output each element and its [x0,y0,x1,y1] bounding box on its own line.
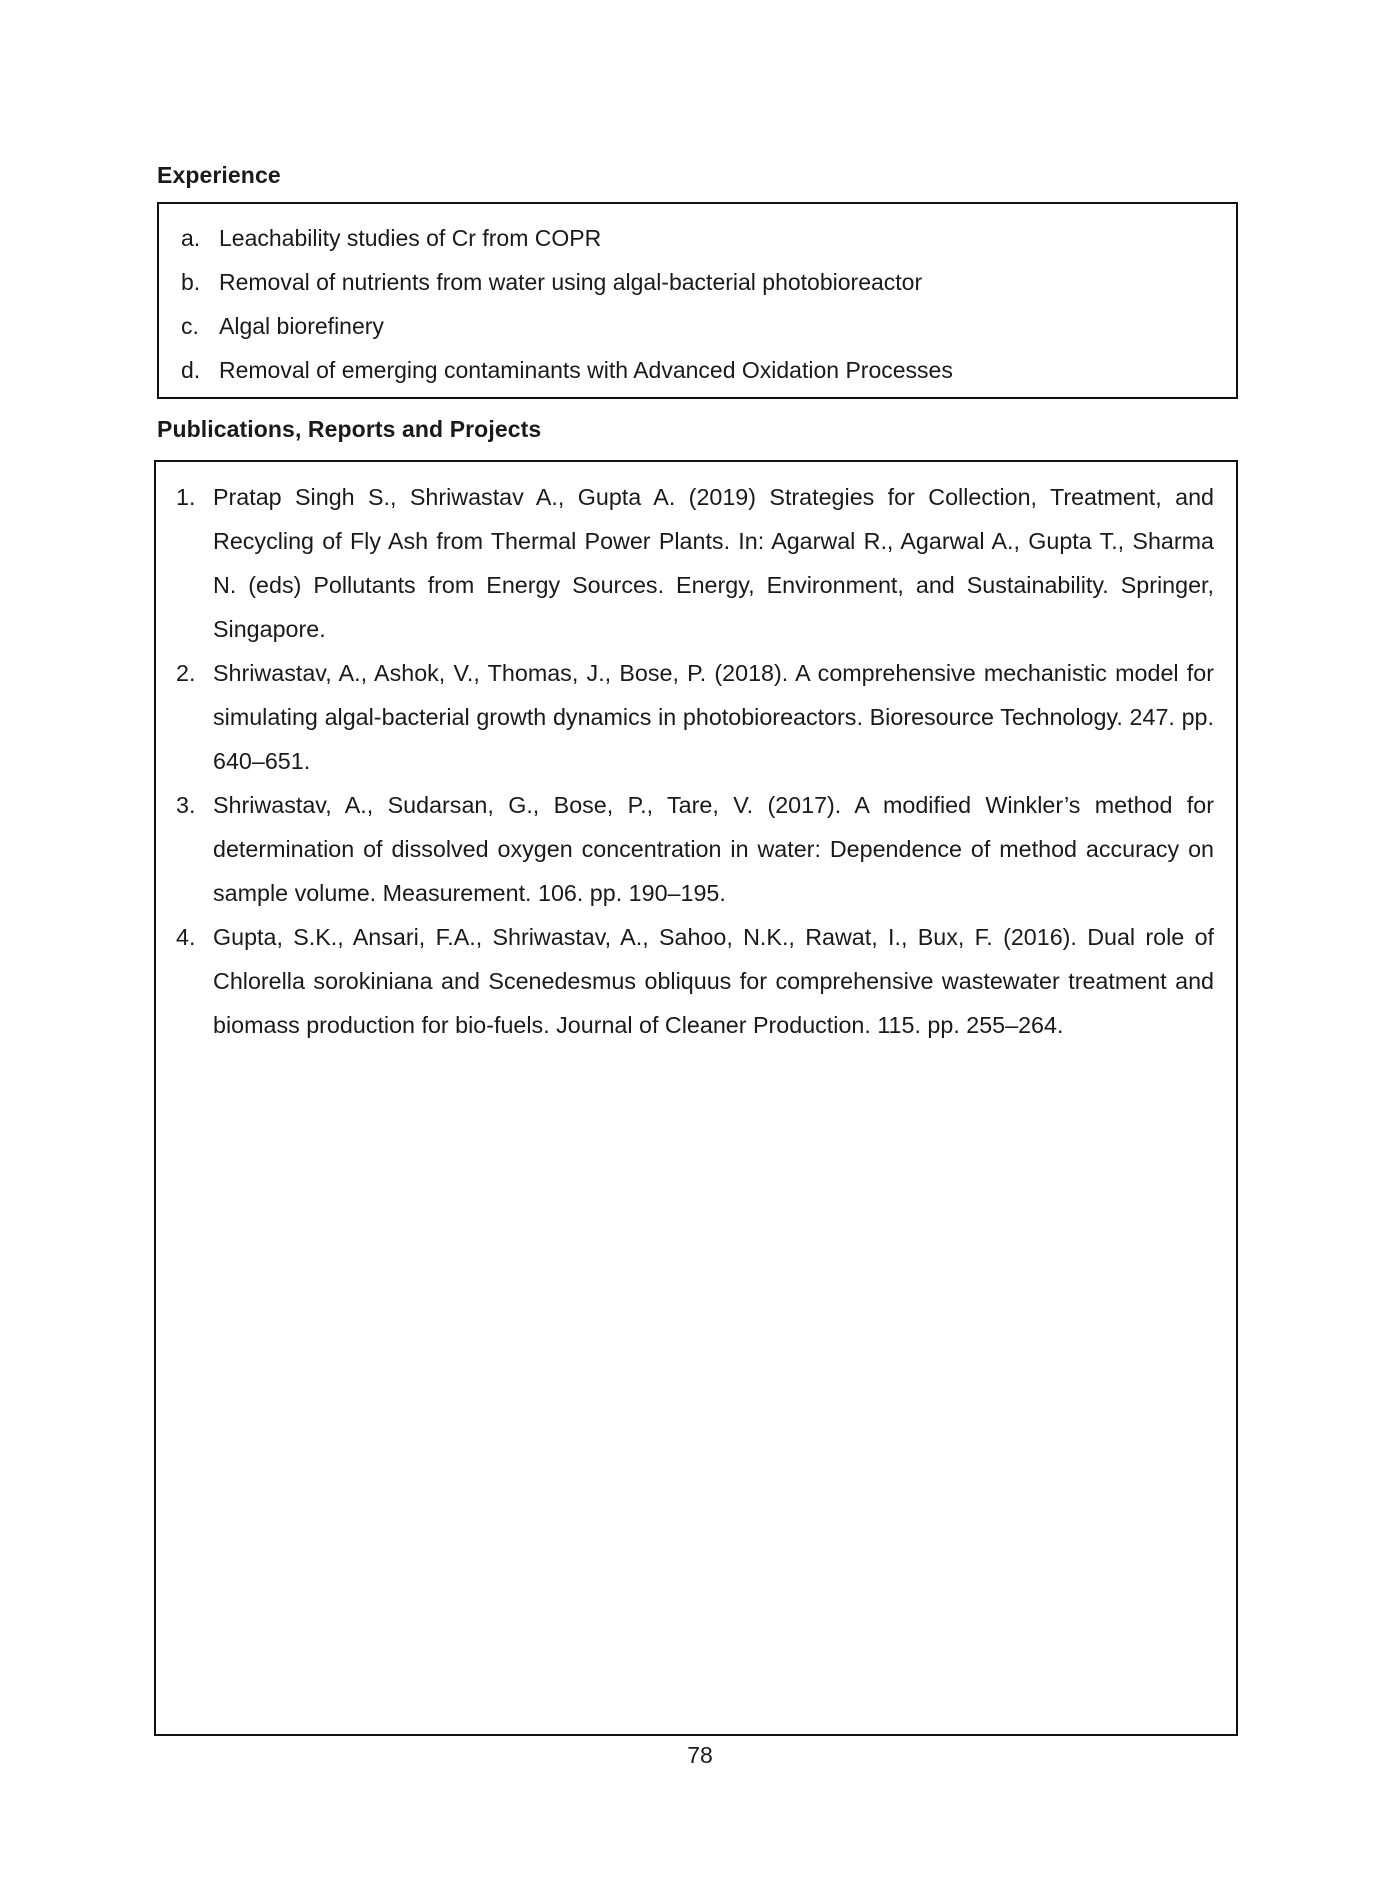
publication-item-text: Shriwastav, A., Sudarsan, G., Bose, P., Tare, V. (2017). A modified Winkler’s method for determination of dissolved oxygen concentration in water: Dependence of method accuracy on sample volume. Measurement. 106. pp. 190–195. [213,792,1214,906]
publication-item-number: 4. [176,924,196,950]
experience-item [181,216,1216,260]
publication-item-text: Gupta, S.K., Ansari, F.A., Shriwastav, A., Sahoo, N.K., Rawat, I., Bux, F. (2016). Dual role of Chlorella sorokiniana and Scenedesmus obliquus for comprehensive wastewater treatment and biomass production for bio-fuels. Journal of Cleaner Production. 115. pp. 255–264. [213,924,1214,1038]
experience-item-text: Removal of nutrients from water using algal-bacterial photobioreactor [219,269,923,295]
experience-item [181,260,1216,304]
experience-item-marker: c. [181,313,199,339]
experience-item [181,348,1216,392]
experience-item-text: Removal of emerging contaminants with Advanced Oxidation Processes [219,357,953,383]
publications-box [154,460,1238,1736]
experience-item-marker: d. [181,357,201,383]
publications-heading: Publications, Reports and Projects [157,416,542,442]
publication-item [176,915,1214,1047]
experience-box [157,202,1238,399]
experience-heading: Experience [157,162,281,188]
experience-item-text: Algal biorefinery [219,313,384,339]
publication-item [176,651,1214,783]
publications-list [176,475,1214,1047]
experience-list [181,216,1216,392]
experience-item-text: Leachability studies of Cr from COPR [219,225,602,251]
experience-item-marker: a. [181,225,201,251]
publication-item-number: 3. [176,792,196,818]
publication-item-number: 2. [176,660,196,686]
publication-item [176,783,1214,915]
page-number: 78 [687,1742,713,1768]
publication-item-text: Pratap Singh S., Shriwastav A., Gupta A. (2019) Strategies for Collection, Treatment, and Recycling of Fly Ash from Thermal Power Plants. In: Agarwal R., Agarwal A., Gupta T., Sharma N. (eds) Pollutants from Energy Sources. Energy, Environment, and Sustainability. Springer, Singapore. [213,484,1214,642]
publication-item-number: 1. [176,484,196,510]
experience-item-marker: b. [181,269,201,295]
publication-item-text: Shriwastav, A., Ashok, V., Thomas, J., Bose, P. (2018). A comprehensive mechanistic model for simulating algal-bacterial growth dynamics in photobioreactors. Bioresource Technology. 247. pp. 640–651. [213,660,1214,774]
publication-item [176,475,1214,651]
experience-item [181,304,1216,348]
